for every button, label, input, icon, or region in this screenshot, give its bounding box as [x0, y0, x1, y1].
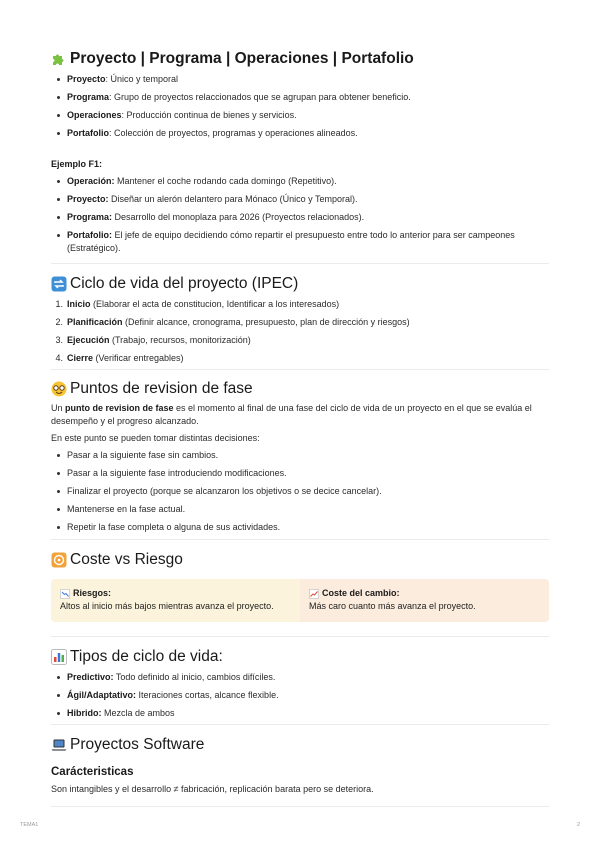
callout-title: Riesgos: — [73, 588, 112, 598]
list-item: Pasar a la siguiente fase introduciendo modificaciones. — [51, 467, 549, 480]
section-title — [51, 48, 549, 70]
callout-change-cost — [300, 579, 549, 622]
repeat-arrows-icon — [51, 276, 67, 292]
section-title — [51, 646, 549, 668]
callout-row — [51, 579, 549, 622]
divider — [51, 806, 549, 807]
example-list — [51, 175, 549, 255]
section-title — [51, 734, 549, 756]
chart-decreasing-icon — [60, 589, 70, 599]
list-item: 1. Inicio (Elaborar el acta de constitucion, Identificar a los interesados) — [55, 299, 340, 309]
list-item: 3. Ejecución (Trabajo, recursos, monitorización) — [55, 335, 251, 345]
section-lifecycle-types — [51, 646, 549, 725]
phase-list — [51, 298, 549, 365]
list-item: Programa: Desarrollo del monoplaza para 2026 (Proyectos relacionados). — [51, 211, 549, 224]
page-number: 2 — [576, 822, 580, 828]
divider — [51, 724, 549, 725]
list-item: Proyecto: Diseñar un alerón delantero para Mónaco (Único y Temporal). — [51, 193, 549, 206]
subsection-title: Carácteristicas — [51, 766, 134, 778]
list-item: Operaciones: Producción continua de bienes y servicios. — [51, 109, 549, 122]
callout-risks — [51, 579, 300, 622]
bar-chart-icon — [51, 649, 67, 665]
list-item: Mantenerse en la fase actual. — [51, 503, 549, 516]
section-title — [51, 549, 549, 571]
list-item: Predictivo: Todo definido al inicio, cambios difíciles. — [51, 671, 549, 684]
list-item: Repetir la fase completa o alguna de sus actividades. — [51, 521, 549, 534]
divider — [51, 539, 549, 540]
section-lifecycle — [51, 273, 549, 370]
section-title-text: Puntos de revision de fase — [70, 380, 253, 397]
section-cost-risk — [51, 549, 549, 622]
footer-left: TEMA1 — [20, 822, 39, 828]
section-title-text: Coste vs Riesgo — [70, 551, 183, 568]
laptop-icon — [51, 737, 67, 753]
divider — [51, 263, 549, 264]
section-title — [51, 378, 549, 400]
software-characteristics: Son intangibles y el desarrollo ≠ fabricación, replicación barata pero se deteriora. — [51, 784, 374, 794]
callout-title: Coste del cambio: — [322, 588, 400, 598]
list-item: 2. Planificación (Definir alcance, cronograma, presupuesto, plan de dirección y riesgos) — [55, 317, 410, 327]
biohazard-icon — [51, 552, 67, 568]
section-title-text: Proyecto | Programa | Operaciones | Portafolio — [70, 50, 414, 67]
decision-list — [51, 449, 549, 534]
section-software-projects — [51, 734, 549, 796]
definition-list — [51, 73, 549, 140]
callout-text: Altos al inicio más bajos mientras avanza el proyecto. — [60, 601, 274, 611]
section-title — [51, 273, 549, 295]
list-item: Finalizar el proyecto (porque se alcanzaron los objetivos o se decice cancelar). — [51, 485, 549, 498]
list-item: Portafolio: El jefe de equipo decidiendo cómo repartir el presupuesto entre todo lo anterior para ser campeones (Estratégico). — [51, 229, 549, 255]
section-title-text: Ciclo de vida del proyecto (IPEC) — [70, 275, 299, 292]
section-title-text: Tipos de ciclo de vida: — [70, 648, 223, 665]
definition-paragraph: Un punto de revision de fase es el momento al final de una fase del ciclo de vida de un proyecto en el que se evalúa el desempeño y el progreso alcanzado. — [51, 403, 532, 426]
list-item: Pasar a la siguiente fase sin cambios. — [51, 449, 549, 462]
divider — [51, 369, 549, 370]
list-item: 4. Cierre (Verificar entregables) — [55, 353, 184, 363]
list-item: Portafolio: Colección de proyectos, programas y operaciones alineados. — [51, 127, 549, 140]
list-item: Operación: Mantener el coche rodando cada domingo (Repetitivo). — [51, 175, 549, 188]
list-item: Programa: Grupo de proyectos relaccionados que se agrupan para obtener beneficio. — [51, 91, 549, 104]
list-item: Proyecto: Único y temporal — [51, 73, 549, 86]
puzzle-piece-icon — [51, 51, 67, 67]
list-item: Ágil/Adaptativo: Iteraciones cortas, alcance flexible. — [51, 689, 549, 702]
chart-increasing-icon — [309, 589, 319, 599]
divider — [51, 636, 549, 637]
nerd-face-icon — [51, 381, 67, 397]
section-title-text: Proyectos Software — [70, 736, 205, 753]
example-label: Ejemplo F1: — [51, 159, 103, 169]
callout-text: Más caro cuanto más avanza el proyecto. — [309, 601, 476, 611]
section-project-types — [51, 48, 549, 260]
decisions-intro: En este punto se pueden tomar distintas decisiones: — [51, 433, 260, 443]
lifecycle-type-list — [51, 671, 549, 720]
list-item: Hibrido: Mezcla de ambos — [51, 707, 549, 720]
section-phase-review — [51, 378, 549, 539]
